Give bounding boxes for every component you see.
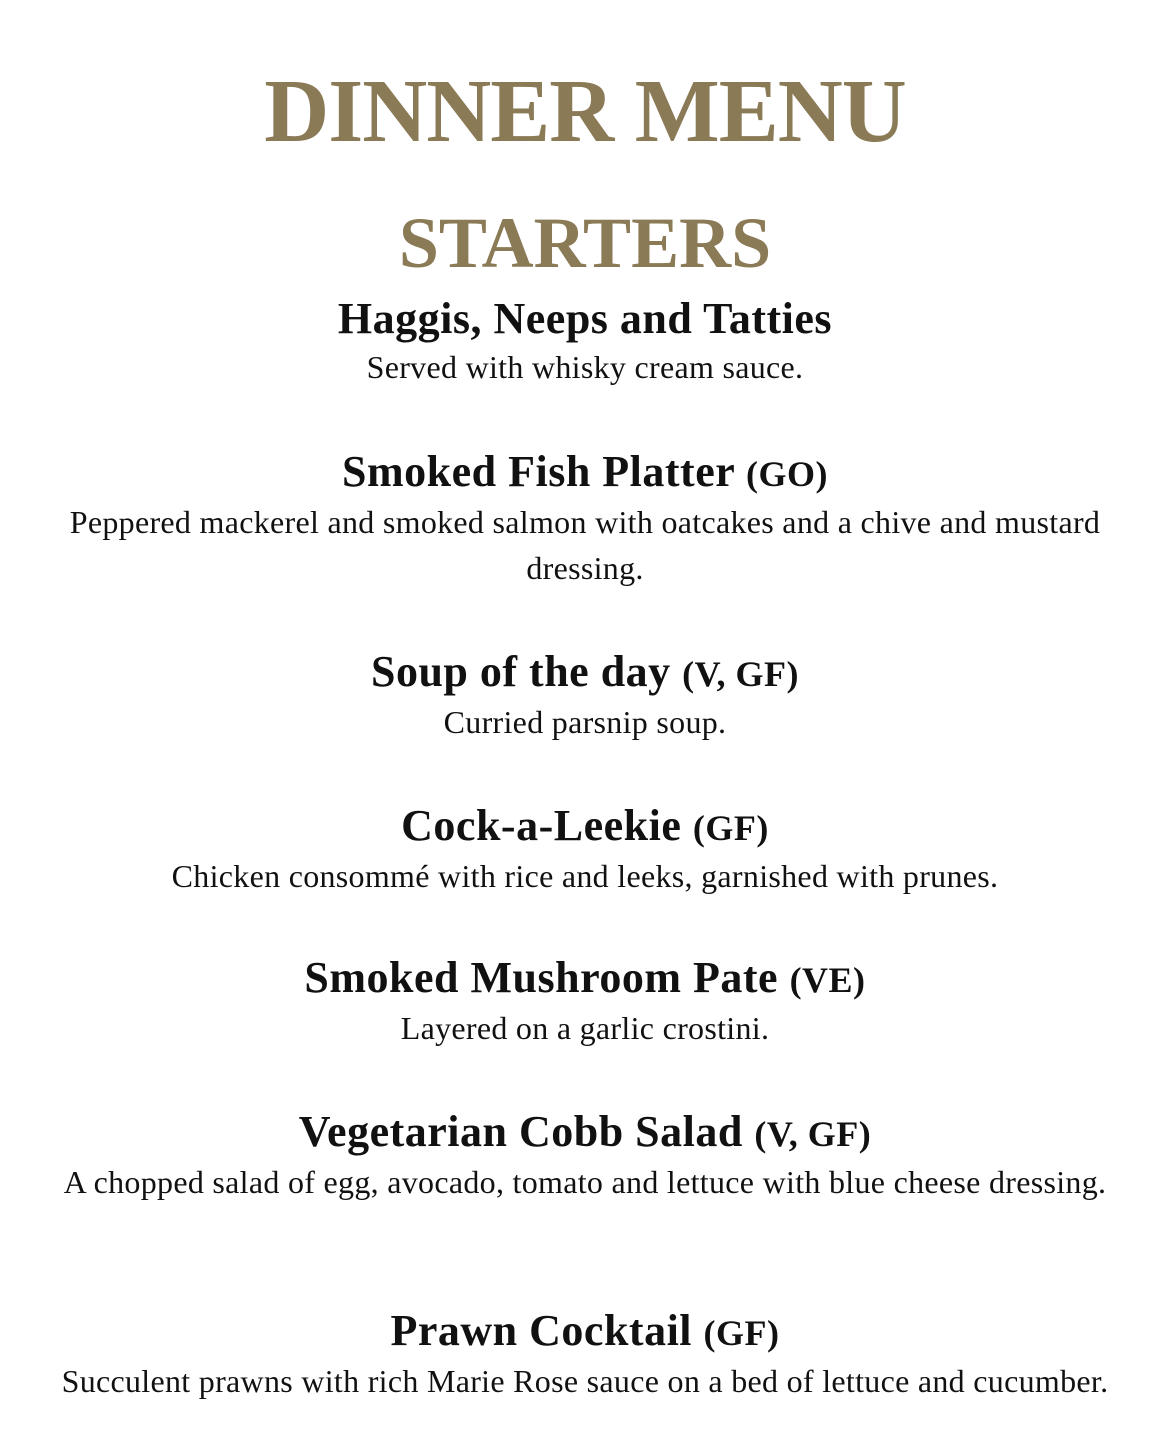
dish-haggis [0,294,1170,390]
dish-description: Peppered mackerel and smoked salmon with oatcakes and a chive and mustard dressing. [69,504,1101,586]
dish-name: Haggis, Neeps and Tatties [337,294,833,343]
dietary-tag: (VE) [789,960,866,1000]
dish-name: Soup of the day (V, GF) [370,647,799,696]
menu-title: DINNER MENU [264,62,906,161]
dish-description: Succulent prawns with rich Marie Rose sauce on a bed of lettuce and cucumber. [61,1363,1109,1399]
dish-name: Vegetarian Cobb Salad (V, GF) [298,1107,872,1156]
dish-description: Chicken consommé with rice and leeks, garnished with prunes. [171,858,999,894]
dish-vegetarian-cobb-salad [0,1107,1170,1205]
dietary-tag: (GO) [745,454,828,494]
dietary-tag: (V, GF) [754,1114,872,1154]
dietary-tag: (V, GF) [682,654,799,694]
dish-description: Layered on a garlic crostini. [400,1010,770,1046]
dish-smoked-mushroom-pate [0,953,1170,1051]
dish-name: Smoked Mushroom Pate (VE) [304,953,866,1002]
dish-prawn-cocktail [0,1306,1170,1404]
dish-soup-of-the-day [0,647,1170,745]
dish-name: Cock-a-Leekie (GF) [401,801,769,850]
dish-smoked-fish-platter [0,447,1170,591]
dish-name: Smoked Fish Platter (GO) [342,447,828,496]
dish-description: Served with whisky cream sauce. [366,349,804,385]
dish-description: Curried parsnip soup. [443,704,727,740]
dish-description: A chopped salad of egg, avocado, tomato and lettuce with blue cheese dressing. [63,1164,1107,1200]
section-title-starters: STARTERS [398,203,772,283]
dish-cock-a-leekie [0,801,1170,899]
dietary-tag: (GF) [692,808,769,848]
dietary-tag: (GF) [703,1313,780,1353]
dish-name: Prawn Cocktail (GF) [390,1306,780,1355]
